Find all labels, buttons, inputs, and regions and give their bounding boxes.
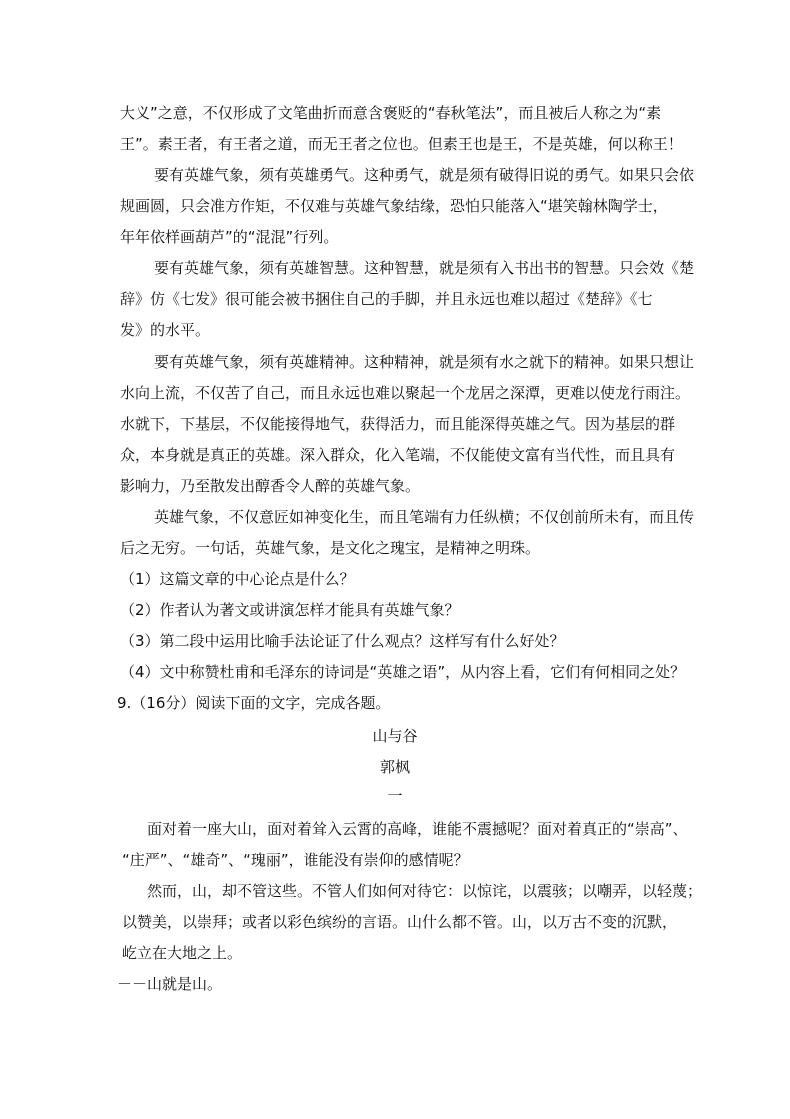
section-number: 一 — [387, 787, 403, 805]
passage-line: 要有英雄气象，须有英雄智慧。这种智慧，就是须有入书出书的智慧。只会效《楚 — [154, 259, 695, 277]
passage-line: 王”。素王者，有王者之道，而无王者之位也。但素王也是王，不是英雄，何以称王！ — [120, 135, 683, 153]
passage-line: 以赞美，以崇拜；或者以彩色缤纷的言语。山什么都不管。山，以万古不变的沉默， — [122, 913, 678, 931]
passage-line: 然而，山，却不管这些。不管人们如何对待它：以惊诧，以震骇；以嘲弄，以轻蔑； — [147, 882, 703, 900]
passage-author: 郭枫 — [379, 758, 410, 776]
passage-line: 辞》仿《七发》很可能会被书捆住自己的手脚，并且永远也难以超过《楚辞》《七 — [120, 290, 653, 308]
passage-line: 规画圆，只会准方作矩，不仅难与英雄气象结缘，恐怕只能落入“堪笑翰林陶学士， — [120, 197, 668, 215]
passage-line: 后之无穷。一句话，英雄气象，是文化之瑰宝，是精神之明珠。 — [120, 539, 541, 557]
passage-line: 影响力，乃至散发出醇香令人醉的英雄气象。 — [120, 477, 421, 495]
problem-header: 9.（16分）阅读下面的文字，完成各题。 — [117, 694, 391, 712]
passage-line: 要有英雄气象，须有英雄精神。这种精神，就是须有水之就下的精神。如果只想让 — [154, 353, 695, 371]
passage-line: 水向上流，不仅苦了自己，而且永远也难以聚起一个龙居之深潭，更难以使龙行雨注。 — [120, 384, 691, 402]
question-2: （2）作者认为著文或讲演怎样才能具有英雄气象？ — [120, 601, 460, 619]
passage-line: 面对着一座大山，面对着耸入云霄的高峰，谁能不震撼呢？面对着真正的“崇高”、 — [147, 820, 688, 838]
passage-line: 发》的水平。 — [120, 321, 211, 339]
question-1: （1）这篇文章的中心论点是什么？ — [120, 570, 355, 588]
question-3: （3）第二段中运用比喻手法论证了什么观点？这样写有什么好处？ — [120, 632, 565, 650]
passage-line: －－山就是山。 — [117, 975, 223, 993]
passage-line: 众，本身就是真正的英雄。深入群众，化入笔端，不仅能使文富有当代性，而且具有 — [120, 446, 676, 464]
passage-line: 英雄气象，不仅意匠如神变化生，而且笔端有力任纵横；不仅创前所未有，而且传 — [154, 508, 695, 526]
passage-line: 屹立在大地之上。 — [122, 944, 243, 962]
passage-line: 年年依样画葫芦”的“混混”行列。 — [120, 228, 339, 246]
passage-line: 大义”之意，不仅形成了文笔曲折而意含褒贬的“春秋笔法”，而且被后人称之为“素 — [120, 104, 662, 122]
passage-title: 山与谷 — [372, 727, 418, 745]
question-4: （4）文中称赞杜甫和毛泽东的诗词是“英雄之语”，从内容上看，它们有何相同之处？ — [120, 663, 686, 681]
passage-line: “庄严”、“雄奇”、“瑰丽”，谁能没有崇仰的感情呢？ — [122, 851, 469, 869]
passage-line: 水就下，下基层，不仅能接得地气，获得活力，而且能深得英雄之气。因为基层的群 — [120, 415, 676, 433]
passage-line: 要有英雄气象，须有英雄勇气。这种勇气，就是须有破得旧说的勇气。如果只会依 — [154, 166, 695, 184]
